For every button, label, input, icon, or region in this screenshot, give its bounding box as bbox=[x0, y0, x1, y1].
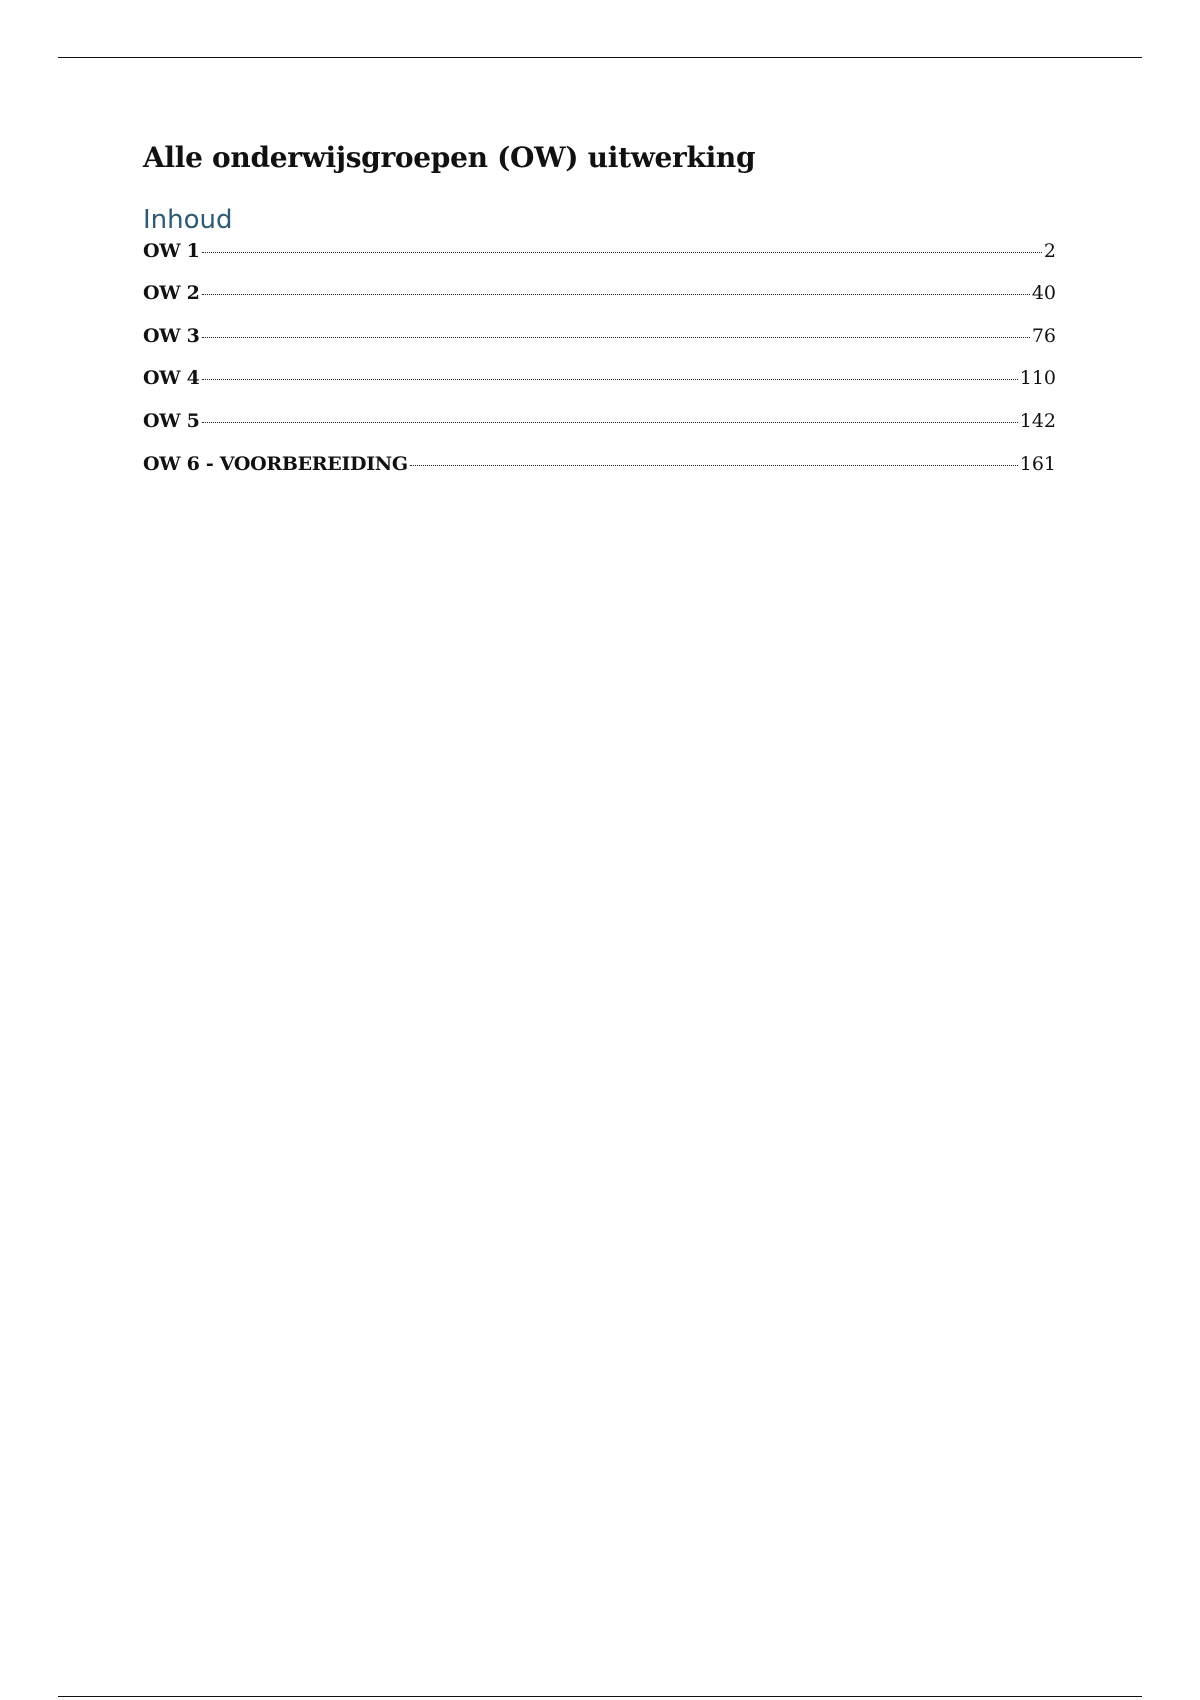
toc-entry-ow-4[interactable] bbox=[143, 367, 1056, 410]
toc-heading: Inhoud bbox=[143, 205, 233, 235]
toc-page-number[interactable]: 76 bbox=[1031, 324, 1056, 347]
toc-entry-label[interactable]: OW 1 bbox=[143, 240, 200, 262]
footer-rule bbox=[58, 1696, 1142, 1697]
page-title: Alle onderwijsgroepen (OW) uitwerking bbox=[143, 141, 756, 174]
page-content bbox=[143, 140, 1056, 495]
toc-entry-label[interactable]: OW 4 bbox=[143, 367, 200, 390]
toc-dot-leader bbox=[202, 294, 1030, 295]
toc-dot-leader bbox=[202, 379, 1018, 380]
toc-page-number[interactable]: 110 bbox=[1019, 367, 1056, 390]
toc-entry-label[interactable]: OW 2 bbox=[143, 282, 200, 304]
table-of-contents bbox=[143, 240, 1056, 495]
toc-dot-leader bbox=[410, 465, 1018, 466]
toc-page-number[interactable]: 40 bbox=[1031, 282, 1056, 304]
toc-dot-leader bbox=[202, 252, 1042, 253]
toc-dot-leader bbox=[202, 337, 1030, 338]
toc-page-number[interactable]: 161 bbox=[1019, 452, 1056, 475]
toc-dot-leader bbox=[202, 422, 1018, 423]
toc-entry-ow-3[interactable] bbox=[143, 325, 1056, 368]
toc-entry-label[interactable]: OW 5 bbox=[143, 410, 200, 433]
toc-page-number[interactable]: 2 bbox=[1043, 240, 1056, 262]
toc-page-number[interactable]: 142 bbox=[1019, 410, 1056, 433]
header-rule bbox=[58, 57, 1142, 58]
toc-entry-ow-2[interactable] bbox=[143, 282, 1056, 325]
toc-entry-ow-5[interactable] bbox=[143, 410, 1056, 453]
toc-entry-ow-1[interactable] bbox=[143, 240, 1056, 282]
toc-entry-ow-6[interactable] bbox=[143, 453, 1056, 496]
toc-entry-label[interactable]: OW 3 bbox=[143, 324, 200, 347]
toc-entry-label[interactable]: OW 6 - VOORBEREIDING bbox=[143, 452, 408, 475]
